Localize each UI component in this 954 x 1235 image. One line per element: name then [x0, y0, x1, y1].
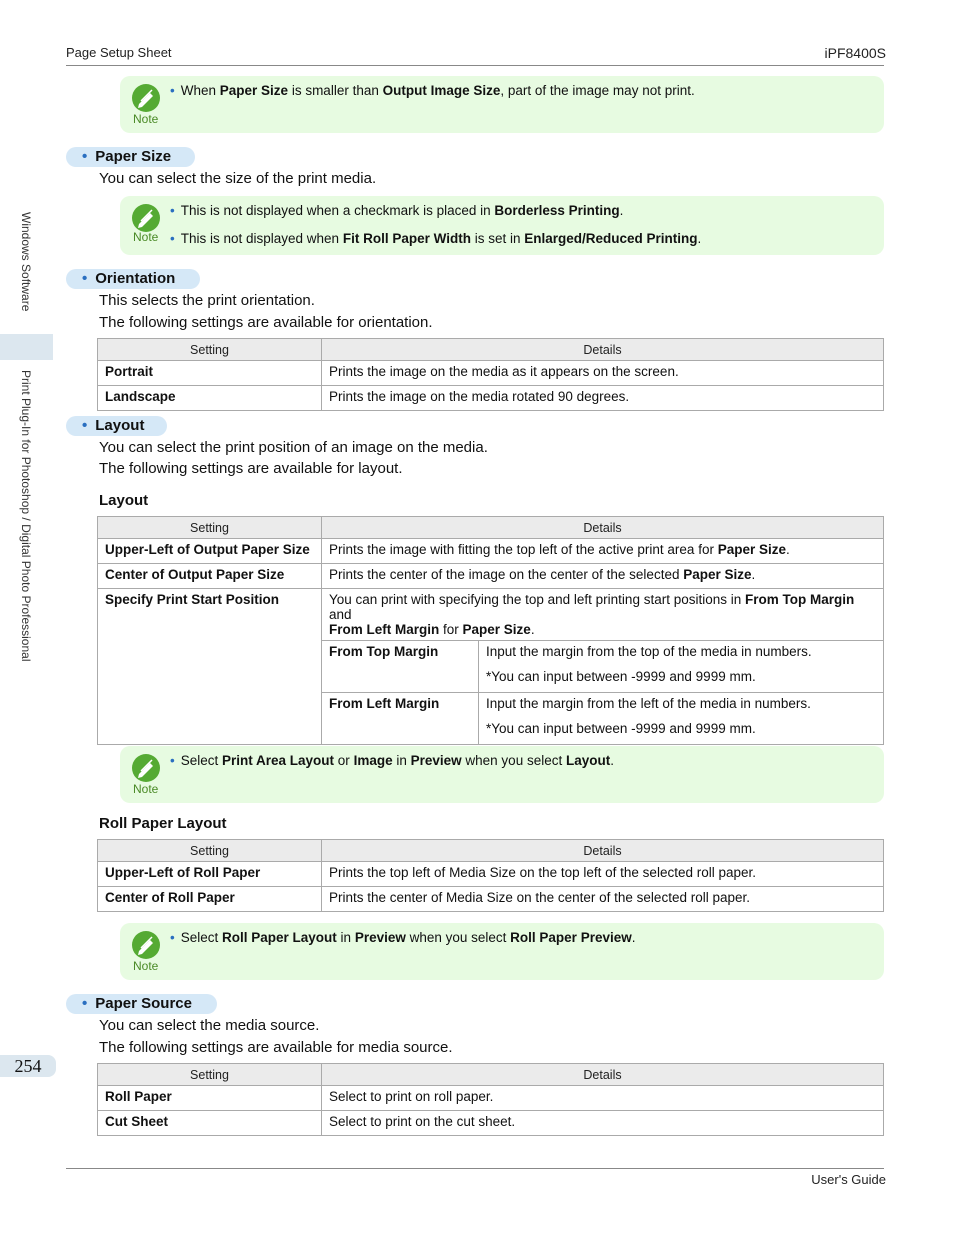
- header-model-name: iPF8400S: [824, 45, 886, 61]
- paragraph: You can select the media source.: [99, 1017, 320, 1034]
- note-pencil-icon: [132, 204, 160, 232]
- paragraph: You can select the size of the print media.: [99, 170, 377, 187]
- footer-guide-name: User's Guide: [811, 1172, 886, 1187]
- side-tab-print-plugin: Print Plug-In for Photoshop / Digital Photo Professional: [19, 370, 33, 662]
- note-box: [120, 76, 884, 133]
- note-box: [120, 746, 884, 803]
- header-rule: [66, 65, 884, 66]
- side-tab-windows-software: Windows Software: [19, 212, 33, 312]
- note-text: • Select Roll Paper Layout in Preview when you select Roll Paper Preview.: [170, 930, 636, 945]
- note-pencil-icon: [132, 931, 160, 959]
- note-text: • This is not displayed when Fit Roll Paper Width is set in Enlarged/Reduced Printing.: [170, 231, 702, 246]
- table-header: Details: [322, 840, 884, 862]
- paragraph: This selects the print orientation.: [99, 292, 315, 309]
- paragraph: The following settings are available for layout.: [99, 460, 403, 477]
- subheading: Roll Paper Layout: [99, 815, 227, 832]
- header-section-title: Page Setup Sheet: [66, 45, 172, 60]
- footer-rule: [66, 1168, 884, 1169]
- table-row: From Left Margin Input the margin from the left of the media in numbers. *You can input between -9999 and 9999 mm.: [98, 693, 884, 745]
- note-pencil-icon: [132, 84, 160, 112]
- paragraph: The following settings are available for media source.: [99, 1039, 453, 1056]
- section-heading-paper-size: • Paper Size: [66, 147, 195, 167]
- section-heading-layout: • Layout: [66, 416, 167, 436]
- side-tab-highlight: [0, 334, 53, 360]
- table-row: Landscape Prints the image on the media rotated 90 degrees.: [98, 386, 884, 411]
- note-text: • Select Print Area Layout or Image in Preview when you select Layout.: [170, 753, 614, 768]
- table-row: Cut Sheet Select to print on the cut sheet.: [98, 1111, 884, 1136]
- note-box: [120, 196, 884, 255]
- page-number: 254: [0, 1055, 56, 1077]
- note-label: Note: [133, 230, 159, 244]
- table-header: Details: [322, 517, 884, 539]
- orientation-table: [97, 338, 884, 411]
- section-heading-orientation: • Orientation: [66, 269, 200, 289]
- table-row: From Top Margin Input the margin from the top of the media in numbers. *You can input between -9999 and 9999 mm.: [98, 641, 884, 693]
- paper-source-table: [97, 1063, 884, 1136]
- note-label: Note: [133, 112, 159, 126]
- paragraph: You can select the print position of an image on the media.: [99, 439, 488, 456]
- table-header: Setting: [98, 517, 322, 539]
- table-header: Setting: [98, 840, 322, 862]
- table-header: Details: [322, 1064, 884, 1086]
- note-text: • This is not displayed when a checkmark is placed in Borderless Printing.: [170, 203, 624, 218]
- table-row: Upper-Left of Roll Paper Prints the top left of Media Size on the top left of the selected roll paper.: [98, 862, 884, 887]
- table-header: Setting: [98, 1064, 322, 1086]
- table-header: Setting: [98, 339, 322, 361]
- table-row: Upper-Left of Output Paper Size Prints the image with fitting the top left of the active print area for Paper Size.: [98, 539, 884, 564]
- paragraph: The following settings are available for orientation.: [99, 314, 433, 331]
- section-heading-paper-source: • Paper Source: [66, 994, 217, 1014]
- roll-paper-layout-table: [97, 839, 884, 912]
- table-row: Specify Print Start Position You can print with specifying the top and left printing start positions in From Top Margin and From Left Margin for Paper Size.: [98, 589, 884, 641]
- table-header: Details: [322, 339, 884, 361]
- note-pencil-icon: [132, 754, 160, 782]
- table-row: Center of Output Paper Size Prints the center of the image on the center of the selected Paper Size.: [98, 564, 884, 589]
- table-row: Portrait Prints the image on the media as it appears on the screen.: [98, 361, 884, 386]
- note-label: Note: [133, 782, 159, 796]
- subheading: Layout: [99, 492, 149, 509]
- layout-table: [97, 516, 884, 745]
- table-row: Center of Roll Paper Prints the center of Media Size on the center of the selected roll paper.: [98, 887, 884, 912]
- note-text: • When Paper Size is smaller than Output Image Size, part of the image may not print.: [170, 83, 695, 98]
- note-label: Note: [133, 959, 159, 973]
- table-row: Roll Paper Select to print on roll paper.: [98, 1086, 884, 1111]
- note-box: [120, 923, 884, 980]
